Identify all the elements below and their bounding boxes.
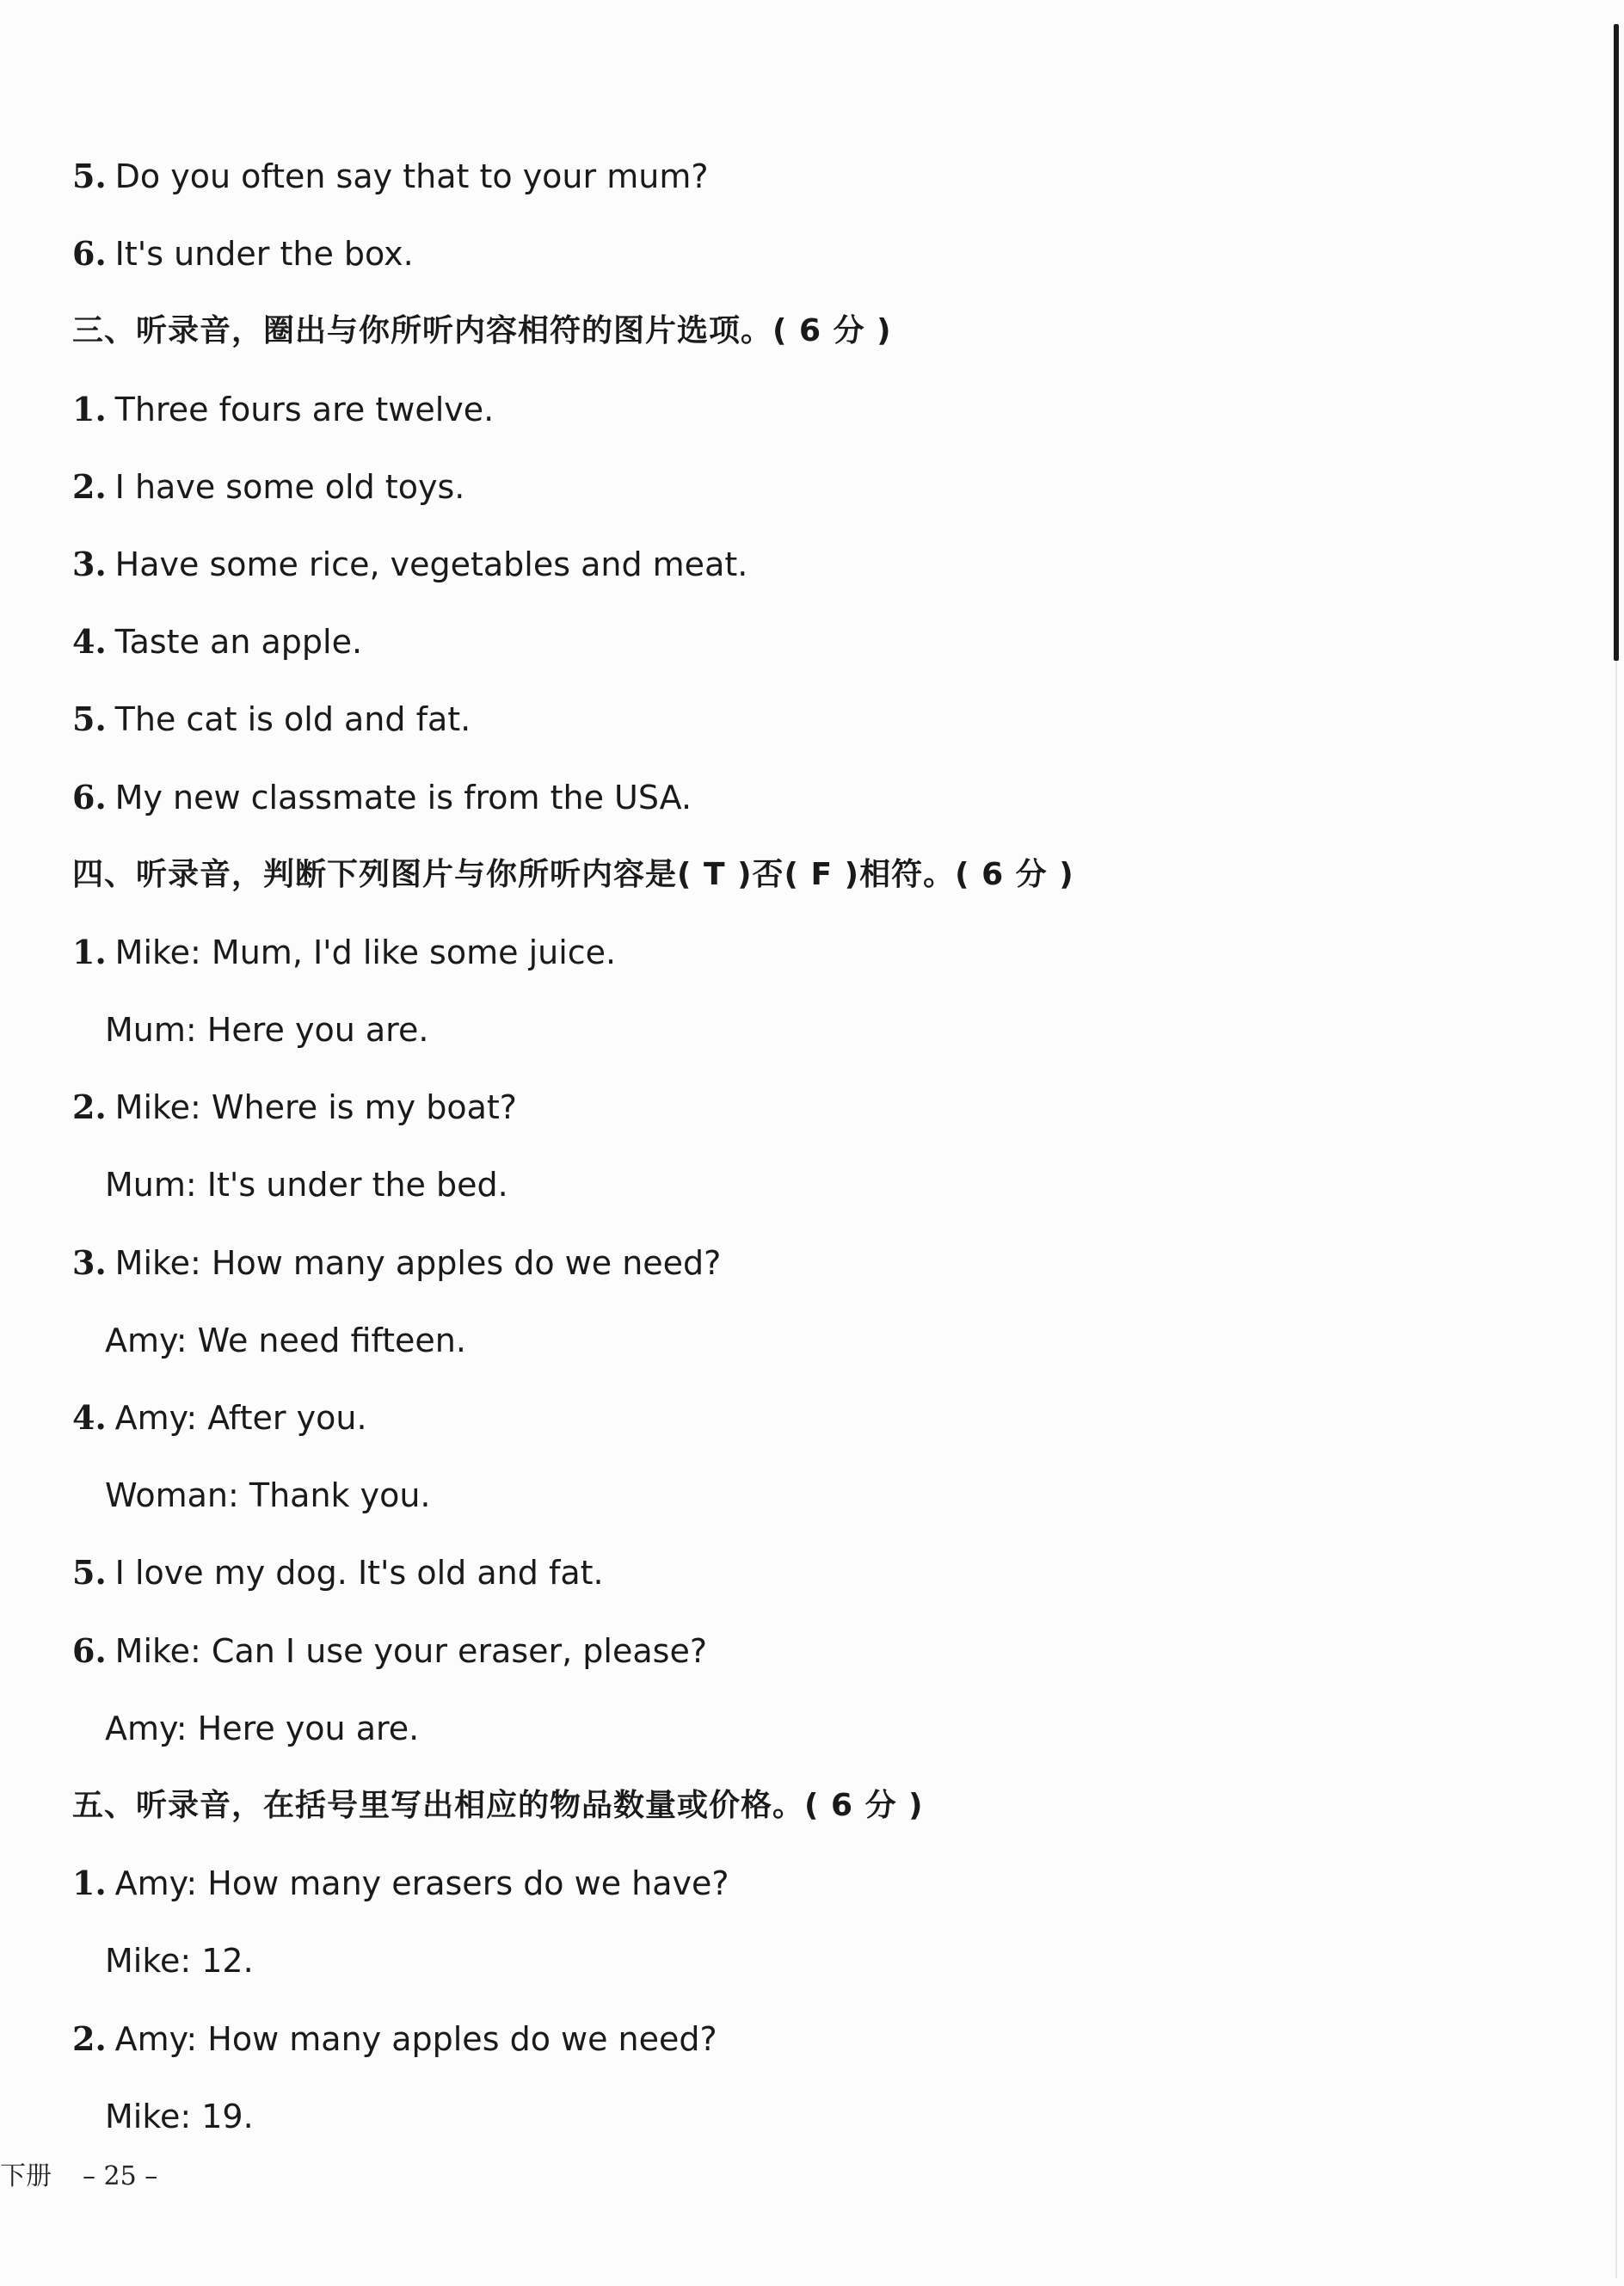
item-number: 3.: [72, 1242, 107, 1282]
transcript-line: [72, 138, 1535, 215]
line-text: Mike: How many apples do we need?: [114, 1243, 722, 1282]
item-number: 4.: [72, 1398, 107, 1437]
item-number: 5.: [72, 157, 107, 195]
page-number: – 25 –: [83, 2161, 158, 2191]
item-number: 6.: [72, 1630, 107, 1670]
line-text: I have some old toys.: [114, 467, 465, 506]
page-edge-binding: [1614, 24, 1619, 661]
transcript-reply: Woman: Thank you.: [105, 1476, 431, 1515]
transcript-reply: Amy: We need fifteen.: [105, 1321, 466, 1359]
item-number: 1.: [72, 389, 107, 428]
transcript-content: [72, 138, 1535, 2155]
transcript-line: [72, 1845, 1535, 1922]
transcript-reply: Mum: It's under the bed.: [105, 1166, 508, 1205]
transcript-line: [72, 371, 1535, 448]
line-text: Amy: How many apples do we need?: [114, 2019, 717, 2058]
transcript-line: [72, 914, 1535, 991]
line-text: Mike: Can I use your eraser, please?: [114, 1631, 707, 1670]
transcript-reply: Mike: 19.: [105, 2097, 254, 2135]
transcript-line: [72, 1069, 1535, 1146]
line-text: Have some rice, vegetables and meat.: [114, 545, 748, 583]
transcript-reply: Mike: 12.: [105, 1942, 254, 1981]
item-number: 3.: [72, 544, 107, 583]
section-heading-5: 五、听录音，在括号里写出相应的物品数量或价格。( 6 分 ): [72, 1787, 924, 1823]
transcript-line: [72, 1612, 1535, 1690]
page-footer: [0, 2154, 157, 2192]
item-number: 2.: [72, 1088, 107, 1127]
section-heading-3: 三、听录音，圈出与你所听内容相符的图片选项。( 6 分 ): [72, 313, 892, 349]
transcript-line: [72, 681, 1535, 758]
item-number: 5.: [72, 1553, 107, 1593]
transcript-line: [72, 1224, 1535, 1302]
page-edge-shadow: [1615, 661, 1617, 2278]
line-text: Amy: How many erasers do we have?: [114, 1864, 729, 1903]
line-text: I love my dog. It's old and fat.: [114, 1554, 604, 1593]
line-text: The cat is old and fat.: [114, 700, 471, 739]
transcript-line: [72, 603, 1535, 681]
item-number: 1.: [72, 1864, 107, 1903]
transcript-line: [72, 1534, 1535, 1611]
section-heading-4: 四、听录音，判断下列图片与你所听内容是( T )否( F )相符。( 6 分 ): [72, 856, 1074, 892]
item-number: 5.: [72, 699, 107, 739]
transcript-line: [72, 1379, 1535, 1457]
transcript-line: [72, 2000, 1535, 2078]
transcript-line: [72, 526, 1535, 603]
item-number: 2.: [72, 466, 107, 506]
line-text: My new classmate is from the USA.: [114, 778, 692, 816]
transcript-line: [72, 448, 1535, 526]
transcript-line: [72, 215, 1535, 293]
line-text: Amy: After you.: [114, 1399, 367, 1437]
line-text: Mike: Where is my boat?: [114, 1088, 517, 1127]
item-number: 6.: [72, 777, 107, 816]
volume-label: 下册: [0, 2161, 52, 2191]
transcript-line: [72, 759, 1535, 836]
line-text: Three fours are twelve.: [114, 390, 495, 428]
item-number: 6.: [72, 234, 107, 274]
item-number: 4.: [72, 622, 107, 662]
line-text: Do you often say that to your mum?: [114, 157, 709, 195]
item-number: 1.: [72, 932, 107, 971]
line-text: Taste an apple.: [114, 623, 363, 662]
line-text: Mike: Mum, I'd like some juice.: [114, 933, 617, 971]
item-number: 2.: [72, 2018, 107, 2058]
transcript-reply: Mum: Here you are.: [105, 1011, 429, 1050]
transcript-reply: Amy: Here you are.: [105, 1709, 420, 1747]
line-text: It's under the box.: [114, 235, 414, 274]
